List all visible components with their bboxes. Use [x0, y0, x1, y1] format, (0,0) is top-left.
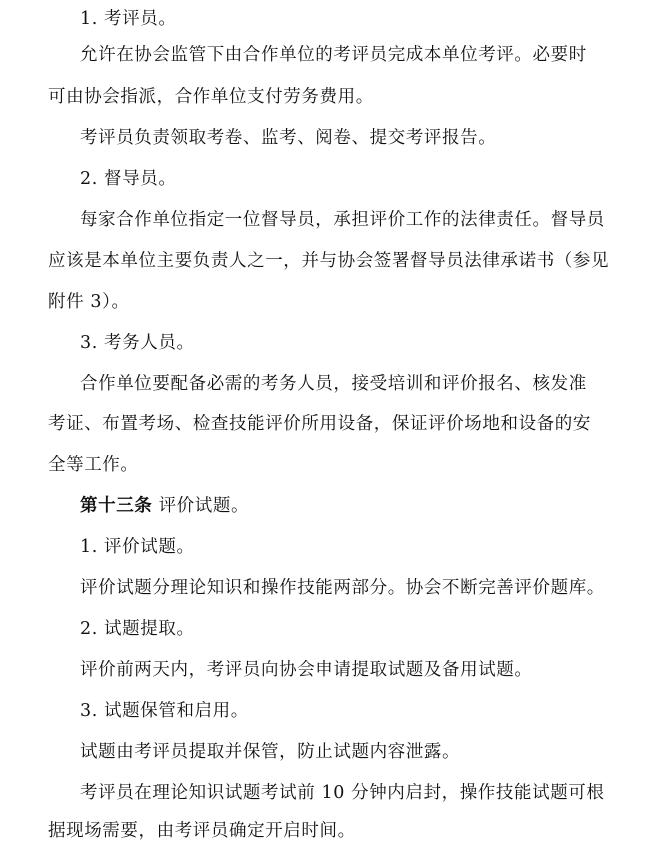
- text-line: 考评员在理论知识试题考试前 10 分钟内启封，操作技能试题可根: [80, 783, 605, 803]
- text-line: 评价试题分理论知识和操作技能两部分。协会不断完善评价题库。: [80, 578, 605, 598]
- text-line: 可由协会指派，合作单位支付劳务费用。: [48, 87, 374, 107]
- text-line: 合作单位要配备必需的考务人员，接受培训和评价报名、核发准: [80, 374, 587, 394]
- text-line: 评价前两天内，考评员向协会申请提取试题及备用试题。: [80, 660, 533, 680]
- text-line: 应该是本单位主要负责人之一，并与协会签署督导员法律承诺书（参见: [48, 251, 610, 271]
- text-line: 考证、布置考场、检查技能评价所用设备，保证评价场地和设备的安: [48, 414, 591, 434]
- article-heading: [80, 493, 249, 519]
- text-line: 1. 考评员。: [80, 9, 177, 29]
- text-line: 试题由考评员提取并保管，防止试题内容泄露。: [80, 742, 461, 762]
- text-line: 据现场需要，由考评员确定开启时间。: [48, 821, 356, 841]
- text-line: 3. 试题保管和启用。: [80, 701, 249, 721]
- text-line: 允许在协会监管下由合作单位的考评员完成本单位考评。必要时: [80, 45, 587, 65]
- text-line: 每家合作单位指定一位督导员，承担评价工作的法律责任。督导员: [80, 210, 605, 230]
- text-line: 考评员负责领取考卷、监考、阅卷、提交考评报告。: [80, 128, 497, 148]
- text-line: 2. 试题提取。: [80, 619, 195, 639]
- text-line: 1. 评价试题。: [80, 537, 195, 557]
- text-line: 2. 督导员。: [80, 169, 177, 189]
- article-title: 评价试题。: [152, 496, 250, 516]
- text-line: 3. 考务人员。: [80, 333, 195, 353]
- text-line: 附件 3）。: [48, 292, 130, 312]
- article-number: 第十三条: [80, 496, 153, 516]
- text-line: 全等工作。: [48, 455, 139, 475]
